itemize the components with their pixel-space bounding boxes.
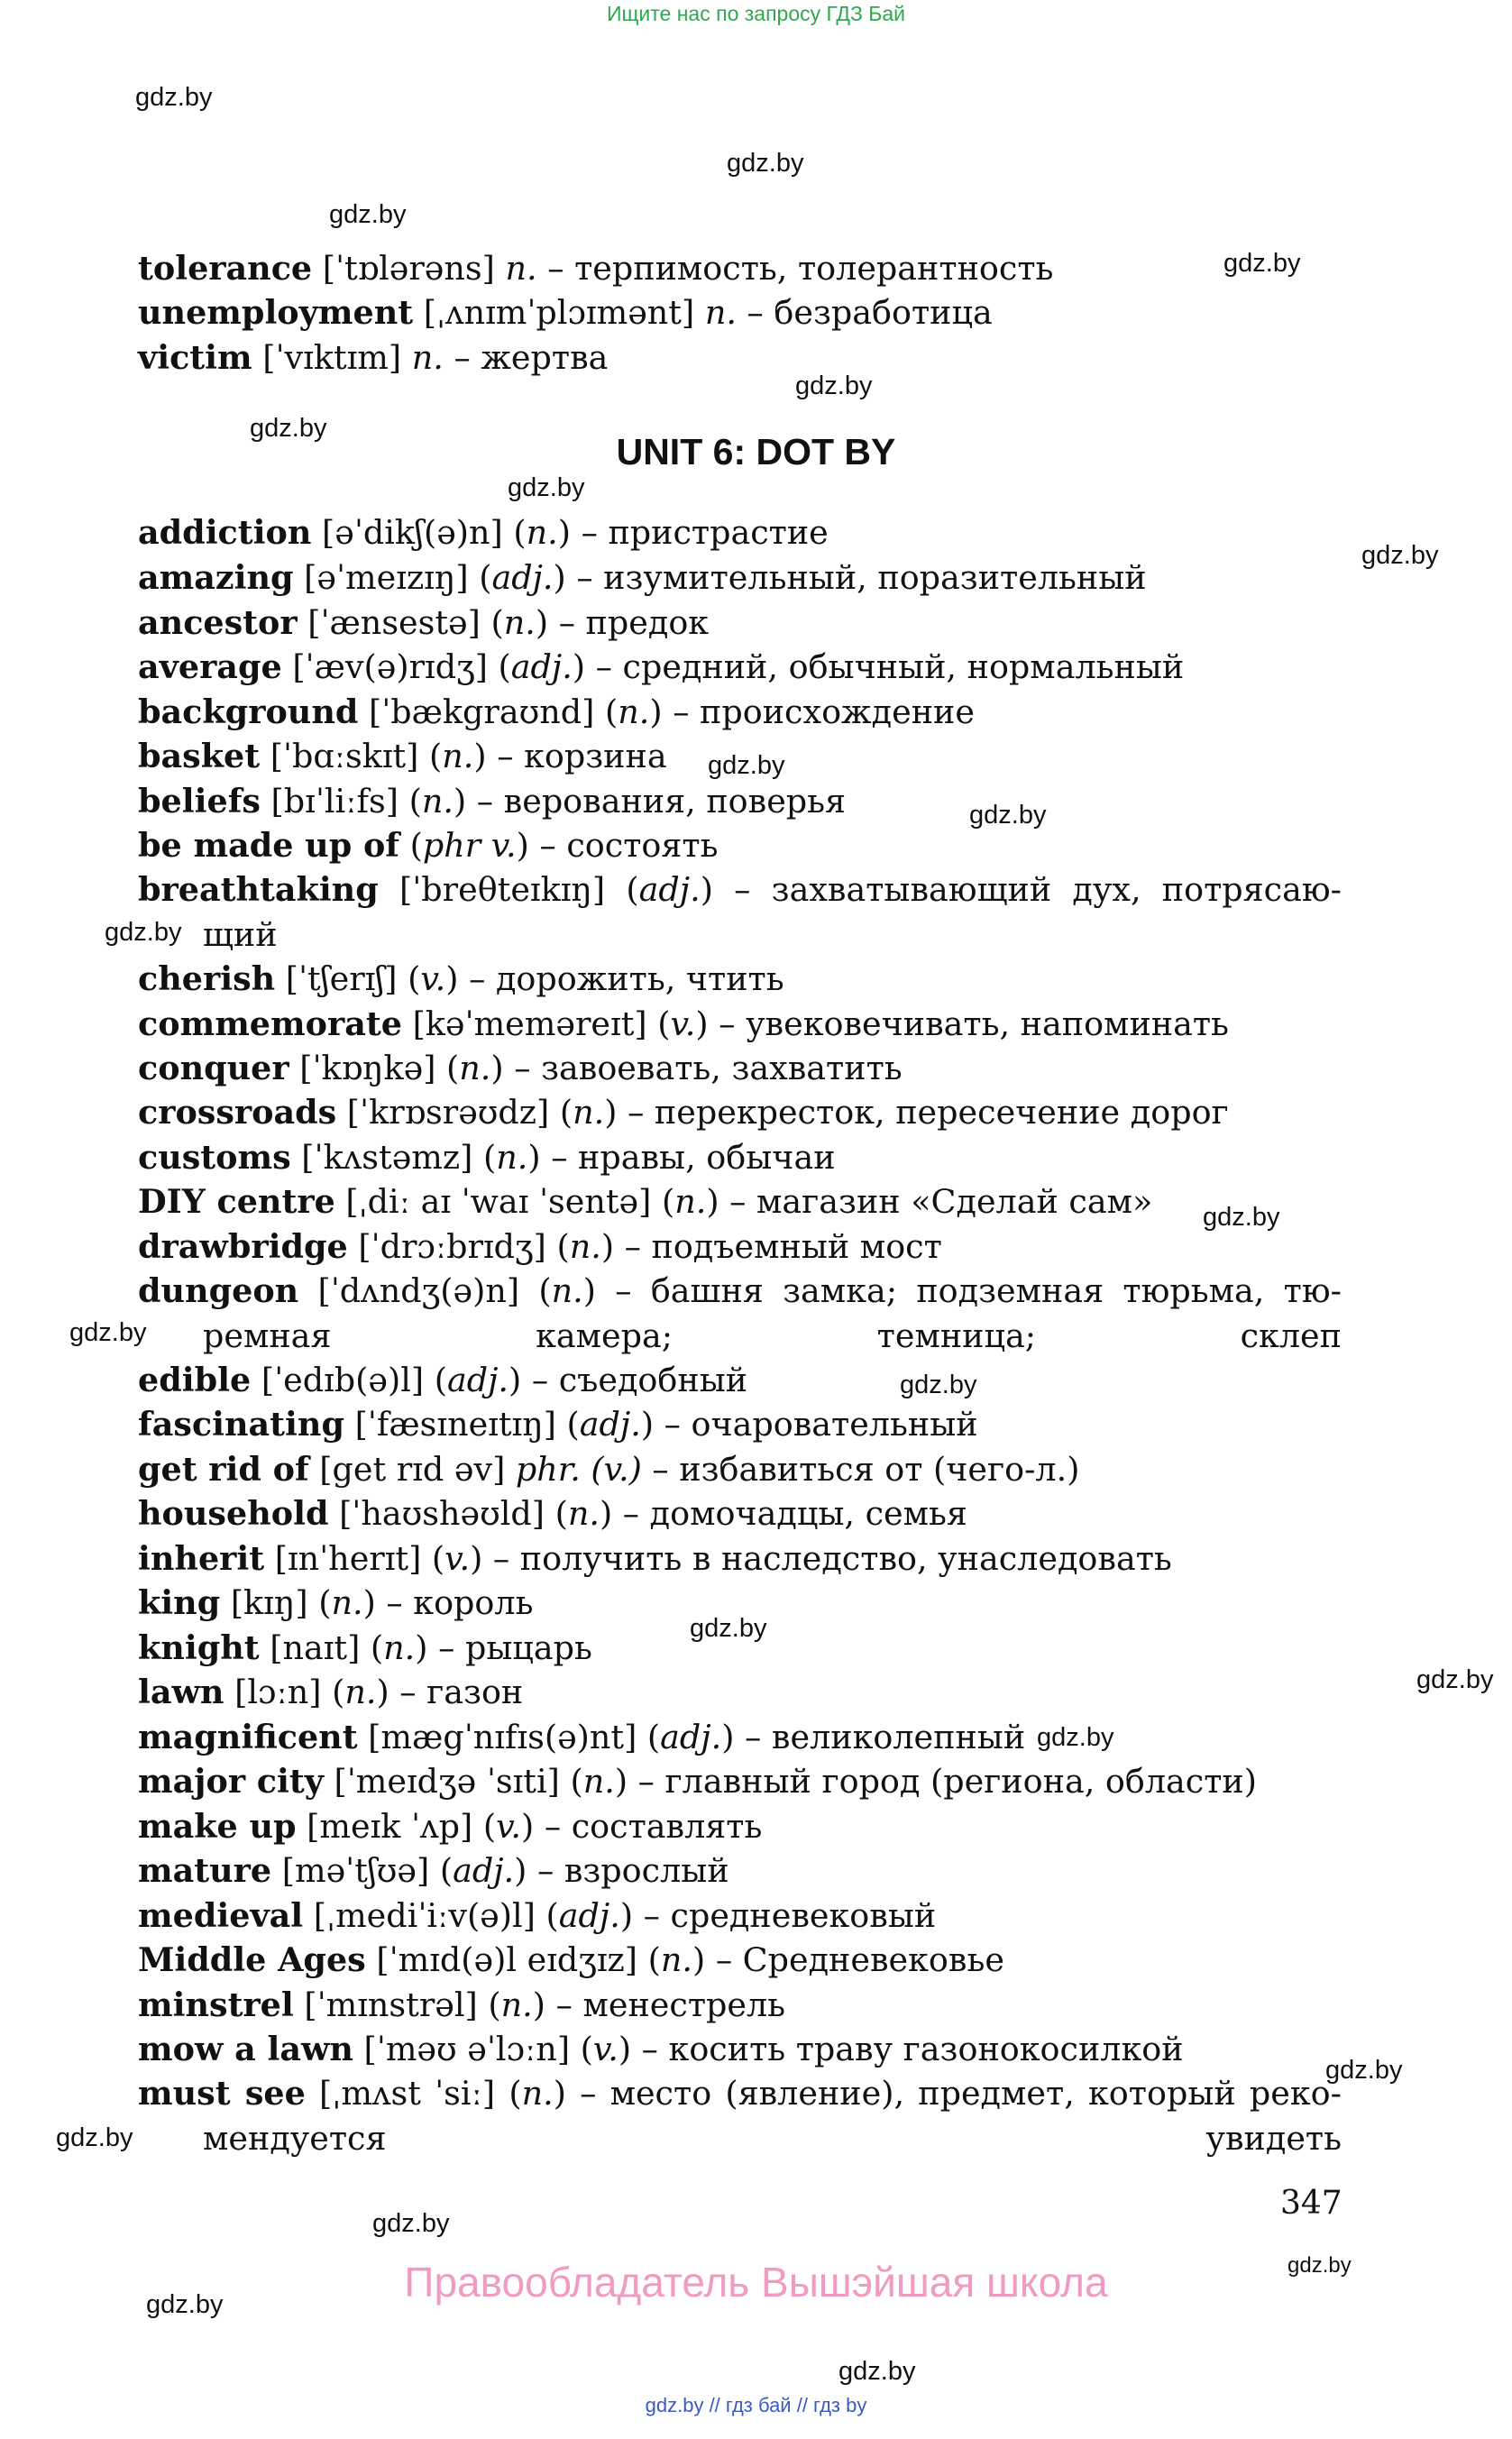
entry-def: ) – главный город (региона, области) — [614, 1762, 1258, 1801]
entry-pron: [ˈkɒŋkə] ( — [289, 1049, 460, 1087]
list-item — [138, 1135, 1342, 1180]
entry-pron: [ˌmʌst ˈsiː] ( — [305, 2074, 522, 2113]
entry-pron: [ˈæv(ə)rɪdʒ] ( — [281, 647, 511, 686]
entry-def: ) – составлять — [521, 1807, 763, 1846]
watermark: gdz.by — [1223, 249, 1301, 278]
entry-pos: v. — [444, 1539, 471, 1578]
list-item — [138, 2027, 1342, 2072]
entry-def: ) – очаровательный — [640, 1405, 978, 1444]
entry-def: ) – средний, обычный, нормальный — [572, 647, 1185, 686]
entry-term: dungeon — [138, 1271, 299, 1310]
watermark: gdz.by — [372, 2209, 450, 2238]
list-item — [138, 1447, 1342, 1492]
entry-pron: [ˈdʌndʒ(ə)n] ( — [298, 1271, 552, 1310]
entry-pos: n. — [521, 2074, 554, 2113]
list-item — [138, 645, 1342, 690]
entry-pos: adj. — [638, 870, 701, 909]
entry-pos: n. — [704, 293, 737, 332]
entry-pos: adj. — [453, 1851, 515, 1890]
entry-pron: [ˌdiː aɪ ˈwaɪ ˈsentə] ( — [334, 1182, 675, 1221]
list-item — [138, 1983, 1342, 2028]
list-item — [138, 867, 1342, 958]
watermark: gdz.by — [727, 149, 804, 178]
entry-pos: phr v. — [422, 826, 517, 865]
entry-pos: n. — [421, 782, 454, 821]
watermark: gdz.by — [146, 2290, 224, 2319]
entry-term: fascinating — [138, 1405, 344, 1444]
entry-pron: [ˈkʌstəmz] ( — [290, 1138, 497, 1177]
entry-pos: n. — [526, 513, 558, 552]
entry-pron: [kəˈmeməreɪt] ( — [401, 1004, 671, 1043]
unit-heading: UNIT 6: DOT BY — [616, 431, 896, 472]
entry-pron: ( — [399, 826, 423, 865]
entry-def: ) – место (явление), предмет, который реко- — [553, 2074, 1342, 2113]
entry-term: Middle Ages — [138, 1940, 366, 1979]
entry-pron: [ˌmediˈiːv(ə)l] ( — [303, 1896, 559, 1935]
entry-term: commemorate — [138, 1004, 402, 1043]
watermark: gdz.by — [56, 2123, 133, 2152]
entry-term: medieval — [138, 1896, 304, 1935]
list-item — [138, 1046, 1342, 1091]
entry-pos: phr. (v.) — [515, 1450, 642, 1489]
watermark: gdz.by — [105, 918, 182, 947]
list-item — [138, 734, 1342, 779]
entry-pron: [ˈfæsɪneɪtɪŋ] ( — [344, 1405, 580, 1444]
list-item — [138, 290, 1342, 335]
watermark: gdz.by — [795, 371, 873, 400]
entry-pos: n. — [582, 1762, 615, 1801]
entry-def: – безработица — [736, 293, 993, 332]
list-item — [138, 1179, 1342, 1224]
list-item — [138, 2071, 1342, 2161]
entry-pron: [naɪt] ( — [259, 1628, 384, 1667]
entry-def: – жертва — [443, 338, 609, 377]
entry-pos: v. — [592, 2030, 619, 2068]
entry-pos: n. — [411, 338, 444, 377]
list-item — [138, 1536, 1342, 1582]
entry-pron: [ˈvɪktɪm] — [252, 338, 412, 377]
entry-pron: [kɪŋ] ( — [220, 1583, 332, 1622]
entry-def: ) – предок — [535, 603, 710, 642]
list-item — [138, 1804, 1342, 1849]
watermark: gdz.by — [708, 751, 785, 780]
entry-term: unemployment — [138, 293, 414, 332]
list-item — [138, 1491, 1342, 1536]
entry-pos: n. — [569, 1227, 601, 1266]
entry-pos: n. — [442, 737, 474, 775]
entry-term: major city — [138, 1762, 324, 1801]
entry-pos: n. — [660, 1940, 692, 1979]
entry-def: ) – косить траву газонокосилкой — [618, 2030, 1184, 2068]
page-number: 347 — [1280, 2185, 1342, 2222]
entry-pron: [meɪk ˈʌp] ( — [296, 1807, 497, 1846]
entry-pos: n. — [618, 692, 650, 731]
entry-pos: n. — [383, 1628, 416, 1667]
list-item — [138, 1358, 1342, 1403]
entry-def: ) – состоять — [516, 826, 719, 865]
entry-term: average — [138, 647, 282, 686]
entry-pos: n. — [505, 249, 537, 288]
list-item — [138, 1402, 1342, 1447]
entry-pron: [əˈdikʃ(ə)n] ( — [311, 513, 527, 552]
entry-pron: [əˈmeɪzɪŋ] ( — [293, 558, 492, 597]
list-item — [138, 690, 1342, 735]
entry-pron: [ˈmɪd(ə)l eɪdʒɪz] ( — [365, 1940, 661, 1979]
entry-def: ) – нравы, обычаи — [527, 1138, 836, 1177]
entry-pos: adj. — [660, 1718, 722, 1756]
entry-term: victim — [138, 338, 252, 377]
entry-pron: [bɪˈliːfs] ( — [260, 782, 422, 821]
entry-def-continuation: мендуется увидеть — [203, 2118, 1342, 2158]
entry-pron: [ˈhaʊshəʊld] ( — [328, 1494, 568, 1533]
entry-pron: [ɪnˈherɪt] ( — [264, 1539, 445, 1578]
top-banner[interactable]: Ищите нас по запросу ГДЗ Бай — [606, 2, 906, 25]
entry-def: ) – магазин «Сделай сам» — [706, 1182, 1153, 1221]
entry-term: must see — [138, 2074, 306, 2113]
list-item — [138, 1269, 1342, 1359]
entry-def: – избавиться от (чего-л.) — [641, 1450, 1080, 1489]
entry-pron: [ˈbreθteɪkɪŋ] ( — [378, 870, 639, 909]
entry-def: ) – взрослый — [514, 1851, 729, 1890]
entry-pron: [mægˈnɪfɪs(ə)nt] ( — [357, 1718, 661, 1756]
entry-term: magnificent — [138, 1718, 358, 1756]
watermark: gdz.by — [969, 801, 1047, 830]
entry-pos: n. — [459, 1049, 491, 1087]
list-item — [138, 1893, 1342, 1939]
entry-term: crossroads — [138, 1093, 337, 1132]
entry-term: king — [138, 1583, 221, 1622]
entry-pron: [ˈkrɒsrəʊdz] ( — [336, 1093, 573, 1132]
watermark: gdz.by — [1325, 2056, 1403, 2085]
entry-pron: [lɔːn] ( — [224, 1673, 345, 1711]
entry-def: ) – захватывающий дух, потрясаю- — [700, 870, 1342, 909]
entry-pos: n. — [573, 1093, 605, 1132]
entry-term: basket — [138, 737, 261, 775]
entry-pron: [ˈmeɪdʒə ˈsɪti] ( — [323, 1762, 583, 1801]
list-item — [138, 1715, 1342, 1760]
entry-term: breathtaking — [138, 870, 379, 909]
entry-term: mow a lawn — [138, 2030, 353, 2068]
list-item — [138, 510, 1342, 555]
entry-def: ) – Средневековье — [692, 1940, 1004, 1979]
entry-term: conquer — [138, 1049, 289, 1087]
entry-pos: v. — [670, 1004, 696, 1043]
entry-def: ) – завоевать, захватить — [490, 1049, 903, 1087]
list-item — [138, 1938, 1342, 1983]
entry-term: cherish — [138, 959, 276, 998]
entry-pos: adj. — [558, 1896, 620, 1935]
list-item — [138, 601, 1342, 646]
watermark: gdz.by — [508, 473, 585, 502]
list-item — [138, 1626, 1342, 1671]
entry-term: knight — [138, 1628, 260, 1667]
watermark: gdz.by — [838, 2357, 916, 2386]
watermark: gdz.by — [250, 414, 327, 443]
entry-pron: [ˈænsestə] ( — [297, 603, 504, 642]
entry-def: ) – изумительный, поразительный — [553, 558, 1147, 597]
entry-term: customs — [138, 1138, 291, 1177]
entry-def: ) – получить в наследство, унаследовать — [470, 1539, 1172, 1578]
copyright-note: Правообладатель Вышэйшая школа — [404, 2259, 1108, 2306]
bottom-links[interactable]: gdz.by // гдз бай // гдз by — [645, 2394, 867, 2416]
entry-def: ) – происхождение — [649, 692, 975, 731]
entry-pos: adj. — [510, 647, 573, 686]
entry-def: ) – подъемный мост — [600, 1227, 942, 1266]
entry-pron: [ˈtʃerɪʃ] ( — [275, 959, 421, 998]
entry-def: ) – корзина — [473, 737, 667, 775]
entry-pos: adj. — [446, 1361, 509, 1399]
entry-pron: [məˈtʃʊə] ( — [271, 1851, 454, 1890]
entry-def: ) – король — [362, 1583, 534, 1622]
list-item — [138, 555, 1342, 601]
entry-term: ancestor — [138, 603, 298, 642]
watermark: gdz.by — [135, 83, 213, 112]
entry-pron: [ˈbɑːskɪt] ( — [260, 737, 443, 775]
entry-term: lawn — [138, 1673, 225, 1711]
list-item — [138, 246, 1342, 291]
entry-pron: [ˈməʊ əˈlɔːn] ( — [353, 2030, 593, 2068]
entry-def: – терпимость, толерантность — [536, 249, 1054, 288]
entry-def: ) – перекресток, пересечение дорог — [604, 1093, 1229, 1132]
entry-pron: [ˈdrɔːbrɪdʒ] ( — [347, 1227, 570, 1266]
entry-term: inherit — [138, 1539, 265, 1578]
entry-term: get rid of — [138, 1450, 309, 1489]
entry-def: ) – башня замка; подземная тюрьма, тю- — [582, 1271, 1342, 1310]
entry-def: ) – съедобный — [509, 1361, 748, 1399]
entry-term: mature — [138, 1851, 272, 1890]
watermark: gdz.by — [1037, 1723, 1114, 1752]
entry-pos: adj. — [579, 1405, 641, 1444]
watermark: gdz.by — [69, 1318, 147, 1347]
entry-pron: [ˌʌnɪmˈplɔɪmənt] — [413, 293, 705, 332]
entry-term: beliefs — [138, 782, 261, 821]
entry-pos: n. — [674, 1182, 707, 1221]
entry-term: tolerance — [138, 249, 313, 288]
entry-term: DIY centre — [138, 1182, 335, 1221]
entry-def: ) – дорожить, чтить — [445, 959, 784, 998]
watermark: gdz.by — [1287, 2253, 1352, 2278]
entry-pron: [ˈtɒlərəns] — [312, 249, 506, 288]
watermark: gdz.by — [1416, 1665, 1494, 1694]
entry-def: ) – увековечивать, напоминать — [695, 1004, 1229, 1043]
entry-def-continuation: ремная камера; темница; склеп — [203, 1316, 1342, 1355]
entry-term: drawbridge — [138, 1227, 348, 1266]
entry-pos: v. — [420, 959, 446, 998]
list-item — [138, 1581, 1342, 1626]
entry-term: amazing — [138, 558, 294, 597]
list-item — [138, 1759, 1342, 1804]
entry-term: be made up of — [138, 826, 399, 865]
entry-term: household — [138, 1494, 329, 1533]
watermark: gdz.by — [1361, 541, 1439, 570]
list-item — [138, 335, 1342, 381]
entry-def: ) – рыцарь — [415, 1628, 592, 1667]
list-item — [138, 957, 1342, 1002]
watermark: gdz.by — [690, 1614, 767, 1643]
entry-term: minstrel — [138, 1985, 294, 2024]
entry-pos: n. — [567, 1494, 600, 1533]
watermark: gdz.by — [900, 1371, 977, 1399]
entry-pos: n. — [503, 603, 536, 642]
entry-def: ) – пристрастие — [557, 513, 829, 552]
entry-pos: n. — [344, 1673, 377, 1711]
entry-pos: n. — [496, 1138, 528, 1177]
entry-term: edible — [138, 1361, 252, 1399]
entry-pos: n. — [500, 1985, 533, 2024]
entry-term: make up — [138, 1807, 297, 1846]
entry-pron: [ˈbækgraʊnd] ( — [358, 692, 619, 731]
watermark: gdz.by — [329, 200, 407, 229]
entry-pos: v. — [496, 1807, 522, 1846]
entry-pron: [ˈmɪnstrəl] ( — [293, 1985, 501, 2024]
list-item — [138, 1848, 1342, 1893]
entry-def-continuation: щий — [203, 914, 278, 954]
list-item — [138, 779, 1342, 824]
entry-def: ) – газон — [376, 1673, 524, 1711]
entry-def: ) – менестрель — [532, 1985, 786, 2024]
entry-def: ) – верования, поверья — [453, 782, 847, 821]
list-item — [138, 1670, 1342, 1715]
list-item — [138, 823, 1342, 868]
entry-pron: [get rɪd əv] — [308, 1450, 516, 1489]
entry-term: addiction — [138, 513, 312, 552]
entry-def: ) – великолепный — [721, 1718, 1026, 1756]
list-item — [138, 1002, 1342, 1047]
list-item — [138, 1224, 1342, 1270]
entry-pos: n. — [551, 1271, 583, 1310]
watermark: gdz.by — [1203, 1203, 1280, 1232]
entry-def: ) – средневековый — [619, 1896, 937, 1935]
entry-term: background — [138, 692, 359, 731]
entry-def: ) – домочадцы, семья — [599, 1494, 967, 1533]
list-item — [138, 1090, 1342, 1135]
entry-pron: [ˈedɪb(ə)l] ( — [251, 1361, 447, 1399]
entry-pos: adj. — [491, 558, 554, 597]
entry-pos: n. — [331, 1583, 363, 1622]
